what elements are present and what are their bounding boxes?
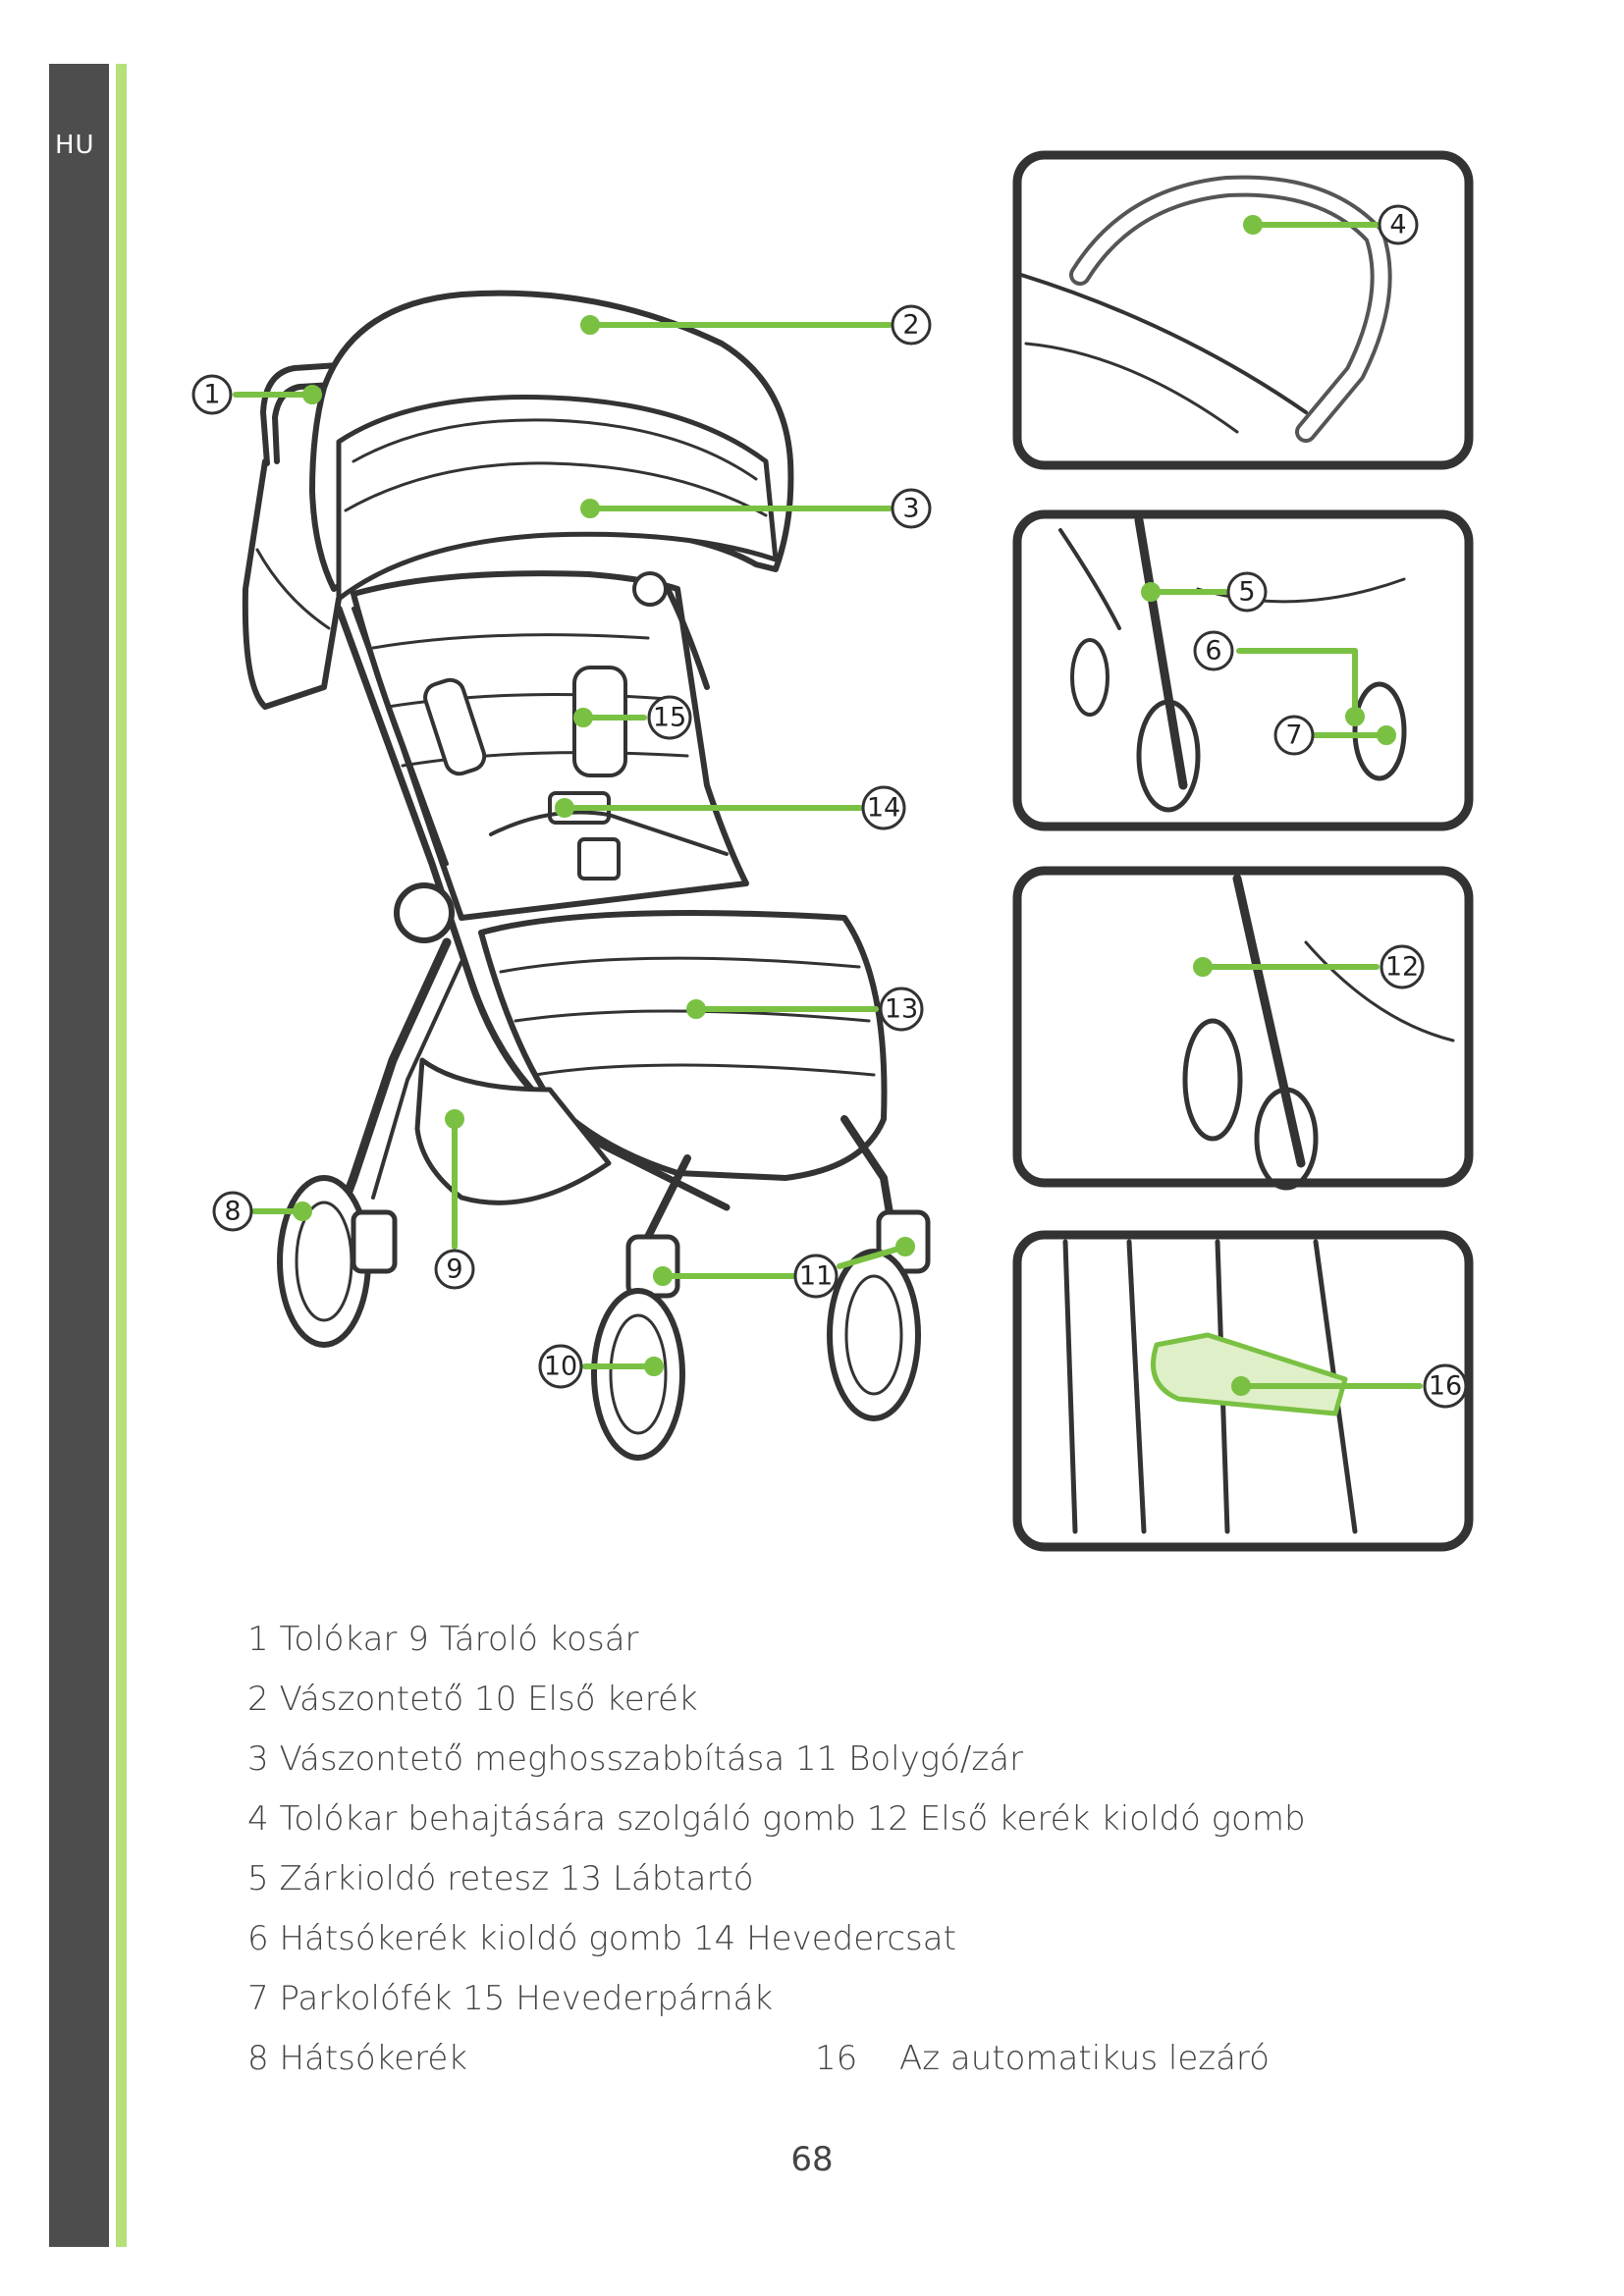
callout-7: 7 — [1285, 720, 1303, 751]
legend-text: 8 Hátsókerék — [247, 2039, 467, 2078]
callout-5: 5 — [1238, 576, 1256, 608]
legend-text: 7 Parkolófék 15 Hevederpárnák — [247, 1979, 774, 2018]
legend-text: 5 Zárkioldó retesz 13 Lábtartó — [247, 1859, 754, 1898]
canopy-extension — [339, 398, 776, 599]
legend-text: 4 Tolókar behajtására szolgáló gomb 12 Első kerék kioldó gomb — [247, 1799, 1306, 1839]
legend-text: 1 Tolókar 9 Tároló kosár — [247, 1620, 639, 1659]
inset-rear-wheel — [1017, 514, 1469, 827]
legend-number: 16 — [815, 2039, 858, 2078]
language-tag: HU — [55, 131, 95, 160]
callout-13: 13 — [884, 993, 919, 1025]
legend-text: 3 Vászontető meghosszabbítása 11 Bolygó/zár — [247, 1739, 1024, 1779]
legend-text: 2 Vászontető 10 Első kerék — [247, 1680, 698, 1719]
callout-9: 9 — [446, 1254, 463, 1285]
callout-3: 3 — [902, 493, 920, 524]
callout-1: 1 — [203, 379, 221, 410]
callout-2: 2 — [902, 309, 920, 341]
inset-handle-button — [1017, 155, 1469, 465]
legend-text: Az automatikus lezáró — [899, 2039, 1270, 2078]
inset-panels — [1017, 155, 1469, 1547]
callout-4: 4 — [1389, 209, 1407, 240]
callout-14: 14 — [866, 792, 901, 824]
callout-10: 10 — [543, 1351, 578, 1382]
page-number: 68 — [790, 2140, 834, 2179]
callout-6: 6 — [1205, 635, 1222, 667]
seat-back — [353, 573, 746, 918]
callout-11: 11 — [798, 1260, 834, 1292]
legend-text: 6 Hátsókerék kioldó gomb 14 Hevedercsat — [247, 1919, 956, 1958]
callout-15: 15 — [652, 702, 687, 733]
callout-8: 8 — [224, 1196, 242, 1227]
callout-12: 12 — [1384, 951, 1420, 983]
callout-16: 16 — [1428, 1370, 1463, 1402]
